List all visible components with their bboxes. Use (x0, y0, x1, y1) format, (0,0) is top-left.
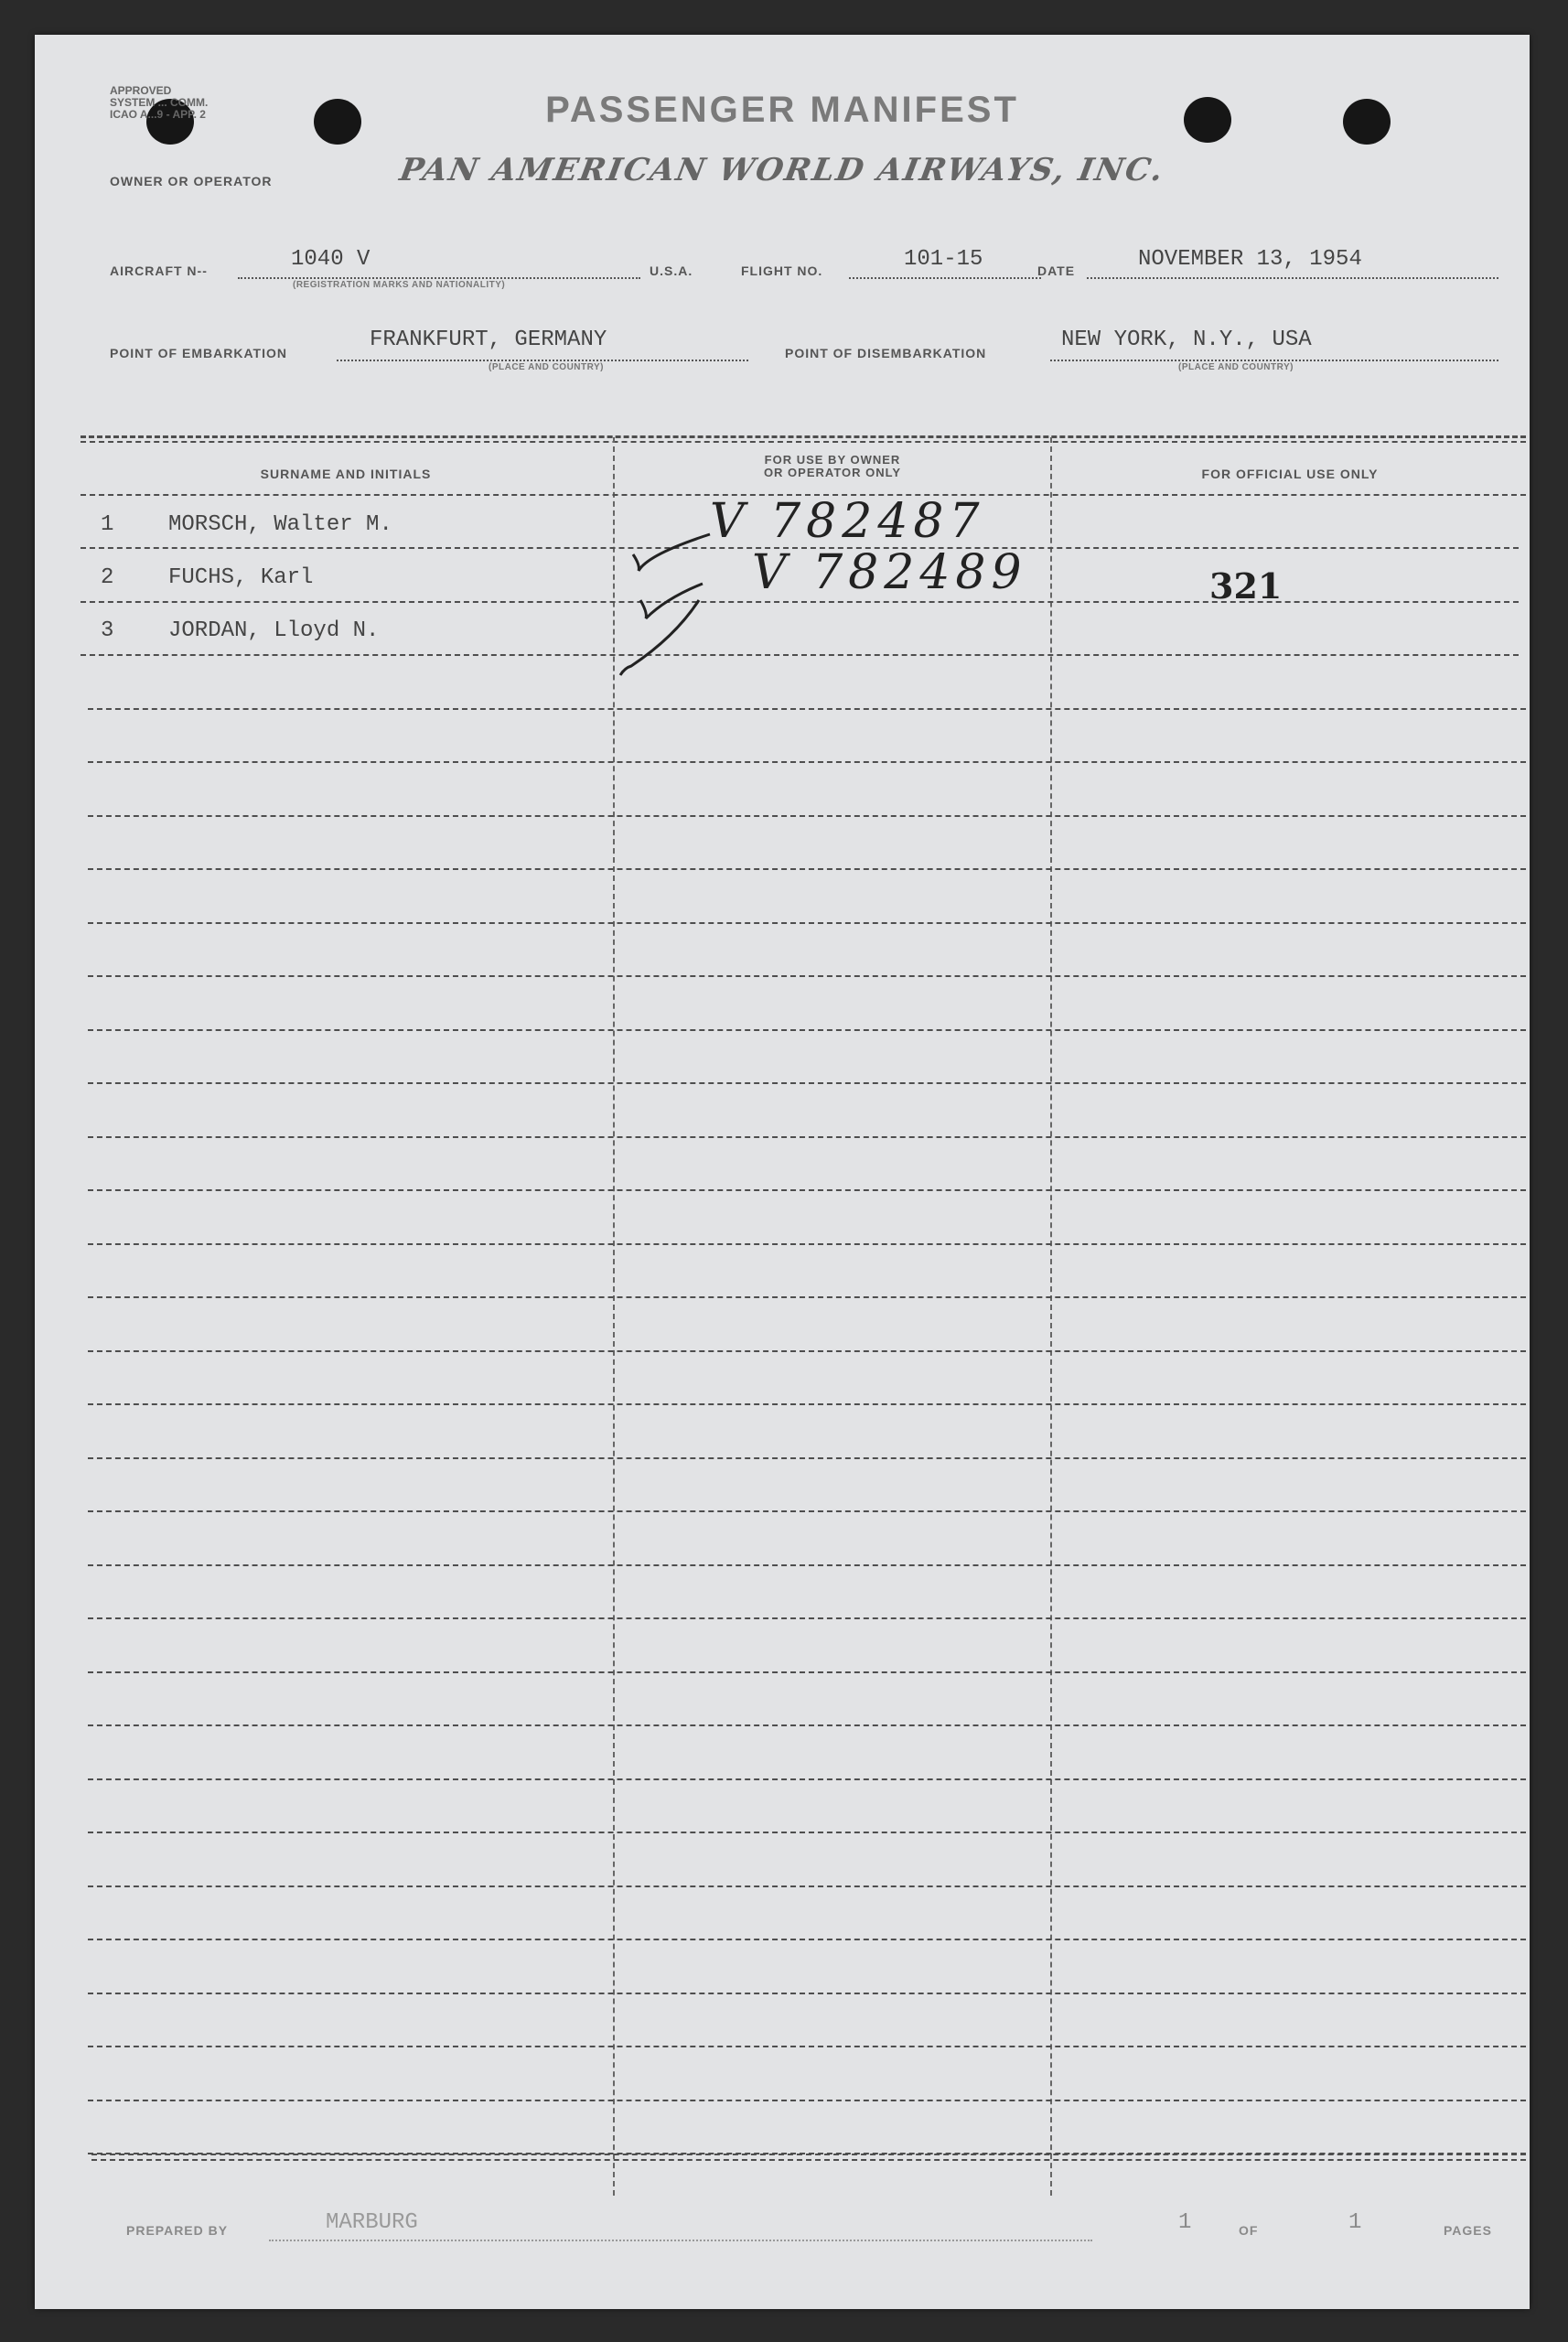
row-number: 3 (101, 618, 114, 643)
prepared-label: PREPARED BY (126, 2223, 229, 2238)
row-rule (88, 1082, 1526, 1084)
row-rule (88, 1993, 1526, 1994)
row-rule (88, 1832, 1526, 1833)
row-rule (88, 1939, 1526, 1940)
pages-label: PAGES (1444, 2223, 1492, 2238)
row-number: 2 (101, 565, 114, 590)
row-rule (88, 815, 1526, 817)
column-header-surname: SURNAME AND INITIALS (260, 467, 432, 481)
row-rule (88, 1029, 1526, 1031)
page-total: 1 (1348, 2210, 1362, 2235)
prepared-value: MARBURG (326, 2210, 418, 2235)
of-label: OF (1239, 2223, 1259, 2238)
row-rule (88, 761, 1526, 763)
row-rule (88, 1457, 1526, 1459)
operator-ticket: V 782487 (710, 494, 985, 549)
date-value: NOVEMBER 13, 1954 (1138, 247, 1362, 272)
date-label: DATE (1037, 263, 1076, 278)
row-rule (88, 1617, 1526, 1619)
passenger-name: JORDAN, Lloyd N. (168, 618, 380, 643)
row-rule (88, 868, 1526, 870)
row-rule (88, 1136, 1526, 1138)
column-header-operator-line: FOR USE BY OWNER (764, 453, 901, 467)
aircraft-value: 1040 V (291, 247, 371, 272)
disembark-sub: (PLACE AND COUNTRY) (1178, 362, 1294, 372)
row-rule (88, 1564, 1526, 1566)
row-rule (88, 1671, 1526, 1673)
aircraft-sub: (REGISTRATION MARKS AND NATIONALITY) (293, 280, 506, 290)
page-number: 1 (1178, 2210, 1192, 2235)
official-number: 321 (1209, 565, 1283, 607)
row-rule (88, 1510, 1526, 1512)
row-rule (88, 1189, 1526, 1191)
approval-line: APPROVED (110, 84, 172, 97)
flight-label: FLIGHT NO. (741, 263, 823, 278)
row-rule (88, 708, 1526, 710)
passenger-name: MORSCH, Walter M. (168, 512, 392, 537)
row-rule (81, 601, 1519, 603)
passenger-name: FUCHS, Karl (168, 565, 314, 590)
column-header-operator (615, 454, 1050, 479)
row-rule (88, 1296, 1526, 1298)
manifest-sheet (35, 35, 1530, 2309)
check-marks (584, 500, 748, 682)
row-rule (88, 1243, 1526, 1245)
row-rule (88, 1724, 1526, 1726)
column-header-operator-line: OR OPERATOR ONLY (763, 466, 902, 479)
column-header-official: FOR OFFICIAL USE ONLY (1201, 467, 1379, 481)
row-number: 1 (101, 512, 114, 537)
owner-value: PAN AMERICAN WORLD AIRWAYS, INC. (396, 152, 1168, 188)
row-rule (88, 1350, 1526, 1352)
aircraft-label: AIRCRAFT N-- (110, 263, 208, 278)
row-rule (81, 654, 1519, 656)
row-rule (88, 922, 1526, 924)
operator-ticket: V 782489 (752, 545, 1027, 600)
row-rule (88, 1403, 1526, 1405)
row-rule (88, 1778, 1526, 1780)
embark-label: POINT OF EMBARKATION (110, 346, 287, 360)
row-rule (88, 2100, 1526, 2101)
disembark-value: NEW YORK, N.Y., USA (1061, 328, 1312, 352)
embark-value: FRANKFURT, GERMANY (370, 328, 607, 352)
row-rule (88, 1885, 1526, 1887)
approval-line: ICAO A...9 - APP. 2 (110, 108, 206, 121)
flight-value: 101-15 (904, 247, 983, 272)
disembark-label: POINT OF DISEMBARKATION (785, 346, 987, 360)
row-rule (88, 2046, 1526, 2047)
approval-line: SYSTEM ... COMM. (110, 96, 209, 109)
usa-label: U.S.A. (650, 263, 693, 278)
page-title: PASSENGER MANIFEST (545, 90, 1019, 130)
owner-label: OWNER OR OPERATOR (110, 174, 273, 188)
embark-sub: (PLACE AND COUNTRY) (489, 362, 604, 372)
row-rule (88, 975, 1526, 977)
